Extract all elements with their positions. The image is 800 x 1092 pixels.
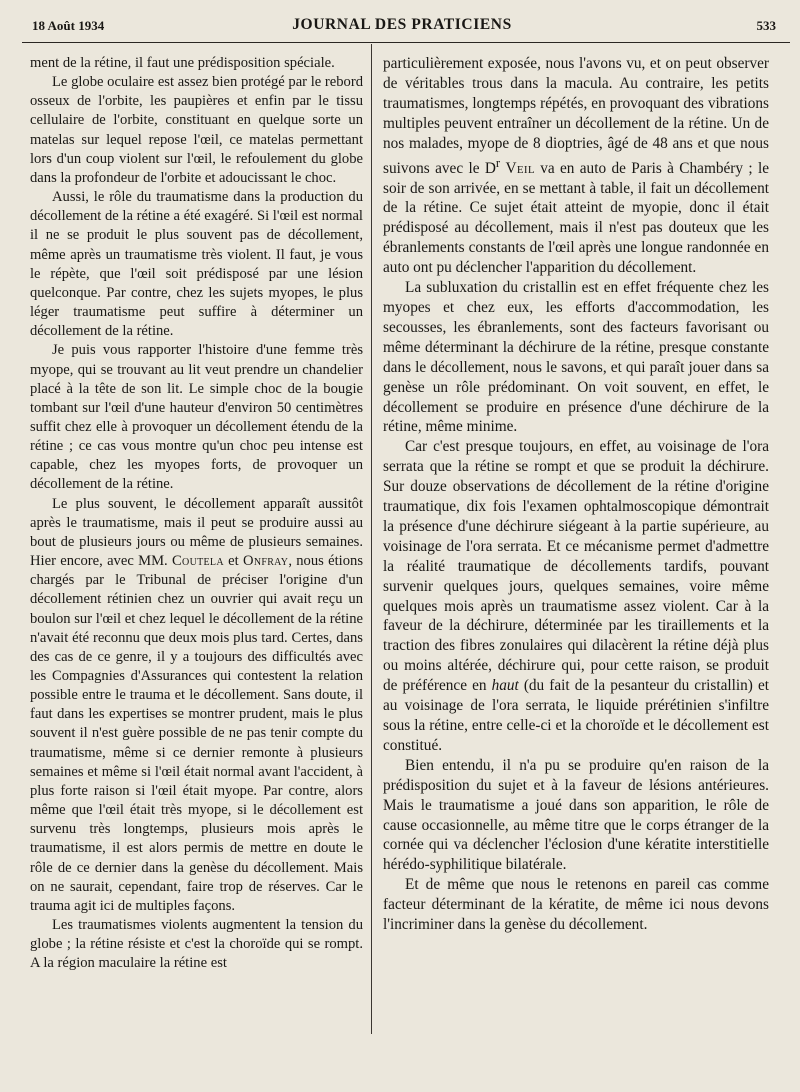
page-number: 533 [756,18,776,33]
paragraph: Aussi, le rôle du traumatisme dans la production du décollement de la rétine a été exagéré. Si l'œil est normal il ne se produit le plus souvent pas de décollement, même après un traumatisme très violent. Il faut, je vous le répète, que l'œil soit prédisposé par une lésion quelconque. Par contre, chez les sujets myopes, le plus léger traumatisme peut suffire à déterminer un décollement de la rétine. [30,189,363,340]
paragraph: Et de même que nous le retenons en pareil cas comme facteur déterminant de la kératite, de même ici nous devons l'incriminer dans la genèse du décollement. [383,876,769,934]
paragraph: Je puis vous rapporter l'histoire d'une femme très myope, qui se trouvant au lit veut prendre un chandelier placé à la tête de son lit. Le simple choc de la bougie tombant sur l'œil d'une hauteur d'environ 50 centimètres suffit chez elle à provoquer un décollement étendu de la rétine ; ce cas vous montre qu'un choc peu intense est capable, chez les myopes forts, de provoquer un décollement de la rétine. [30,342,363,493]
text-run: et [223,553,243,570]
text-run: (du fait de la pesanteur du cristallin) et au voisinage de l'ora serrata, le liquide prérétinien s'infiltre sous la rétine, entre celle-ci et la choroïde et le décollement est constitué. [383,677,769,754]
author-name: Coutela [172,553,224,570]
author-name: Veil [505,159,535,177]
text-run: particulièrement exposée, nous l'avons vu, et on peut observer de véritables trous dans la macula. Au contraire, les petits traumatismes, longtemps répétés, en provoquant des vibrations multiples peuvent entraîner un décollement de la rétine. Un de nos malades, myope de 8 dioptries, âgé de 48 ans et que nous suivons avec le D [383,55,769,177]
journal-title: JOURNAL DES PRATICIENS [292,16,512,33]
paragraph [383,437,769,756]
paragraph [383,54,769,278]
paragraph: ment de la rétine, il faut une prédisposition spéciale. [30,55,335,71]
text-run: Le plus souvent, le décollement apparaît aussitôt après le traumatisme, mais il peut se produire aussi au bout de plusieurs jours ou même de plusieurs semaines. Hier encore, avec MM. [30,495,363,570]
superscript: r [495,155,501,170]
column-divider [371,44,372,1034]
page-header [22,14,782,40]
text-run: Car c'est presque toujours, en effet, au voisinage de l'ora serrata que la rétine se rompt et que se produit la déchirure. Sur douze observations de décollement de la rétine d'origine traumatique, dix fois l'examen ophtalmoscopique démontrait la présence d'une déchirure siégeant à la partie supérieure, au voisinage de l'ora serrata. Et ce mécanisme permet d'admettre la réalité traumatique de décollements tardifs, pouvant survenir quelques jours, quelques semaines, voire même quelques mois après un traumatisme assez violent. Car à la faveur de la déchirure, déterminée par les tiraillements et la traction des fibres zonulaires qui dilacèrent la rétine déjà plus ou moins altérée, déchirure qui, pour cette raison, se produit de préférence en [383,438,769,695]
paragraph: Le globe oculaire est assez bien protégé par le rebord osseux de l'orbite, les paupières et enfin par le tissu cellulaire de l'orbite, constituant en quelque sorte un matelas sur lequel repose l'œil, ce matelas permettant lors d'un coup violent sur l'œil, le refoulement du globe dans la profondeur de l'orbite et adoucissant le choc. [30,74,363,186]
header-rule [22,42,790,43]
paragraph [30,495,363,916]
italic-word: haut [491,677,519,695]
left-column [30,54,363,974]
paragraph: Bien entendu, il n'a pu se produire qu'en raison de la prédisposition du sujet et à la faveur de lésions antérieures. Mais le traumatisme a joué dans son apparition, le rôle de cause occasionnelle, au même titre que le corps étranger de la cornée qui va déclencher l'éclosion d'une kératite interstitielle hérédo-syphilitique bilatérale. [383,756,769,874]
header-date: 18 Août 1934 [32,18,105,33]
right-column [383,54,769,935]
text-run: , nous étions chargés par le Tribunal de préciser l'origine d'un décollement rétinien chez un ouvrier qui avait reçu un boulon sur l'œil et chez lequel le décollement de la rétine n'avait été reconnu que deux mois plus tard. Certes, dans des cas de ce genre, il y a toujours des difficultés avec les Compagnies d'Assurances qui contestent la relation possible entre le trauma et le décollement. Sans doute, il faut dans les expertises se montrer prudent, mais le plus souvent il n'est guère possible de ne pas tenir compte du traumatisme, même si ce dernier remonte à plusieurs semaines et même si l'œil était normal avant l'accident, à plus forte raison si l'œil était myope. Par contre, alors même que l'œil était très myope, si le décollement est survenu très longtemps, plusieurs mois après le traumatisme, il est alors permis de mettre en doute le rôle de ce dernier dans la genèse du décollement. Mais on ne saurait, cependant, faire trop de réserves. Car le trauma agit ici de multiples façons. [30,553,363,914]
text-run: va en auto de Paris à Chambéry ; le soir de son arrivée, en se mettant à table, il fait un décollement de la rétine. Ce sujet était atteint de myopie, donc il était prédisposé au décollement, mais il n'est pas douteux que les ébranlements constants de l'œil après une longue randonnée en auto ont pu déclencher l'apparition du décollement. [383,159,770,277]
paragraph: La subluxation du cristallin est en effet fréquente chez les myopes et chez eux, les efforts d'accommodation, les secousses, les ébranlements, sont des facteurs favorisant ou même déterminant la déchirure de la rétine, presque constante dans le décollement, nous le savons, et qui paraît jouer dans sa genèse un rôle prédominant. On voit souvent, en effet, le décollement se produire en présence d'une déchirure de la rétine, même minime. [383,279,769,436]
author-name: Onfray [242,553,289,570]
paragraph: Les traumatismes violents augmentent la tension du globe ; la rétine résiste et c'est la choroïde qui se rompt. A la région maculaire la rétine est [30,917,363,972]
